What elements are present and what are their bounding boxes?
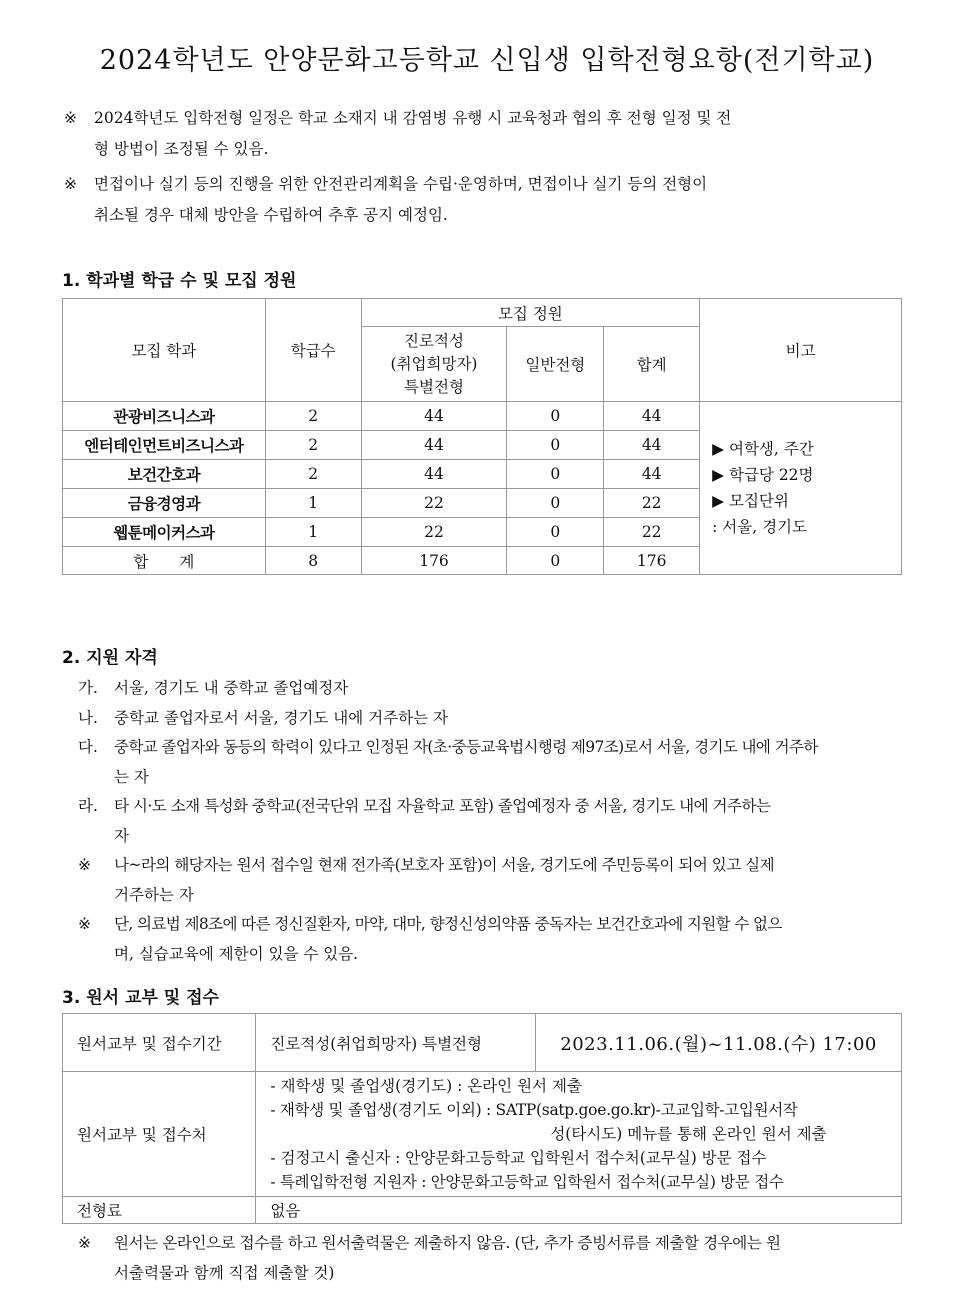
total-cell: 22 bbox=[604, 518, 700, 547]
special-cell: 44 bbox=[361, 431, 507, 460]
list-line: 타 시·도 소재 특성화 중학교(전국단위 모집 자율학교 포함) 졸업예정자 중 서울, 경기도 내에 거주하는 bbox=[114, 797, 771, 815]
total-cell: 176 bbox=[604, 547, 700, 575]
header-special-line: 특별전형 bbox=[404, 377, 464, 396]
list-marker: 가. bbox=[78, 679, 98, 697]
general-cell: 0 bbox=[507, 460, 604, 489]
total-cell: 22 bbox=[604, 489, 700, 518]
list-item bbox=[62, 851, 912, 910]
header-classes: 학급수 bbox=[265, 299, 361, 402]
reference-mark: ※ bbox=[64, 109, 77, 127]
list-marker: 라. bbox=[78, 797, 98, 815]
remark-line: ▶ 여학생, 주간 bbox=[712, 440, 814, 458]
section-1-heading: 1. 학과별 학급 수 및 모집 정원 bbox=[62, 271, 297, 291]
classes-cell: 2 bbox=[265, 460, 361, 489]
header-remark: 비고 bbox=[700, 299, 902, 402]
special-cell: 44 bbox=[361, 402, 507, 431]
note-line: 형 방법이 조정될 수 있음. bbox=[94, 140, 269, 158]
header-quota: 모집 정원 bbox=[361, 299, 700, 327]
header-dept: 모집 학과 bbox=[63, 299, 266, 402]
place-line: - 검정고시 출신자 : 안양문화고등학교 입학원서 접수처(교무실) 방문 접수 bbox=[270, 1149, 767, 1167]
special-cell: 22 bbox=[361, 518, 507, 547]
dept-name: 보건간호과 bbox=[63, 460, 266, 489]
list-line: 는 자 bbox=[114, 767, 149, 786]
list-line: 원서는 온라인으로 접수를 하고 원서출력물은 제출하지 않음. (단, 추가 증빙서류를 제출할 경우에는 원 bbox=[114, 1234, 781, 1252]
remark-line: ▶ 학급당 22명 bbox=[712, 466, 814, 484]
header-special-line: 진로적성 bbox=[404, 331, 464, 350]
fee-value: 없음 bbox=[256, 1197, 902, 1224]
general-cell: 0 bbox=[507, 431, 604, 460]
special-cell: 176 bbox=[361, 547, 507, 575]
section-2-heading: 2. 지원 자격 bbox=[62, 648, 158, 668]
remark-cell bbox=[700, 402, 902, 575]
general-cell: 0 bbox=[507, 402, 604, 431]
list-item bbox=[62, 674, 912, 704]
general-cell: 0 bbox=[507, 547, 604, 575]
table-row bbox=[63, 1197, 902, 1224]
list-line: 자 bbox=[114, 826, 129, 845]
remark-line: : 서울, 경기도 bbox=[712, 518, 807, 536]
list-marker: 다. bbox=[78, 738, 98, 756]
period-type: 진로적성(취업희망자) 특별전형 bbox=[256, 1014, 536, 1072]
special-cell: 22 bbox=[361, 489, 507, 518]
list-item bbox=[62, 733, 912, 792]
list-item bbox=[62, 910, 912, 969]
total-cell: 44 bbox=[604, 431, 700, 460]
list-line: 서출력물과 함께 직접 제출할 것) bbox=[114, 1263, 335, 1282]
special-cell: 44 bbox=[361, 460, 507, 489]
footnote bbox=[62, 1229, 912, 1288]
intro-notes bbox=[62, 103, 912, 235]
list-line: 중학교 졸업자로서 서울, 경기도 내에 거주하는 자 bbox=[114, 708, 448, 727]
list-line: 중학교 졸업자와 동등의 학력이 있다고 인정된 자(초·중등교육법시행령 제97조)로서 서울, 경기도 내에 거주하 bbox=[114, 738, 818, 756]
classes-cell: 1 bbox=[265, 518, 361, 547]
list-item bbox=[62, 1229, 912, 1288]
list-line: 나~라의 해당자는 원서 접수일 현재 전가족(보호자 포함)이 서울, 경기도에 주민등록이 되어 있고 실제 bbox=[114, 856, 775, 874]
header-general: 일반전형 bbox=[507, 327, 604, 402]
place-line: - 특례입학전형 지원자 : 안양문화고등학교 입학원서 접수처(교무실) 방문 접수 bbox=[270, 1173, 784, 1191]
place-list bbox=[256, 1072, 902, 1197]
header-special-line: (취업희망자) bbox=[390, 354, 478, 373]
list-item bbox=[62, 792, 912, 851]
table-row bbox=[63, 1072, 902, 1197]
table-row bbox=[63, 402, 902, 431]
list-line: 서울, 경기도 내 중학교 졸업예정자 bbox=[114, 679, 349, 697]
total-cell: 44 bbox=[604, 460, 700, 489]
list-line: 단, 의료법 제8조에 따른 정신질환자, 마약, 대마, 향정신성의약품 중독자는 보건간호과에 지원할 수 없으 bbox=[114, 915, 782, 933]
note-line: 취소될 경우 대체 방안을 수립하여 추후 공지 예정임. bbox=[94, 206, 448, 224]
note-line: 면접이나 실기 등의 진행을 위한 안전관리계획을 수립·운영하며, 면접이나 실기 등의 전형이 bbox=[94, 175, 708, 193]
quota-table bbox=[62, 298, 902, 575]
classes-cell: 2 bbox=[265, 431, 361, 460]
list-marker: 나. bbox=[78, 708, 98, 727]
period-date: 2023.11.06.(월)~11.08.(수) 17:00 bbox=[536, 1014, 902, 1072]
general-cell: 0 bbox=[507, 518, 604, 547]
fee-label: 전형료 bbox=[63, 1197, 256, 1224]
note-item bbox=[62, 169, 912, 231]
dept-name: 금융경영과 bbox=[63, 489, 266, 518]
page-title: 2024학년도 안양문화고등학교 신입생 입학전형요항(전기학교) bbox=[99, 45, 875, 76]
total-cell: 44 bbox=[604, 402, 700, 431]
table-row bbox=[63, 1014, 902, 1072]
application-table bbox=[62, 1013, 902, 1224]
classes-cell: 1 bbox=[265, 489, 361, 518]
list-line: 거주하는 자 bbox=[114, 885, 194, 904]
reference-mark: ※ bbox=[78, 915, 91, 933]
header-special bbox=[361, 327, 507, 402]
place-line: - 재학생 및 졸업생(경기도 이외) : SATP(satp.goe.go.kr)-고교입학-고입원서작 bbox=[270, 1101, 798, 1119]
remark-line: ▶ 모집단위 bbox=[712, 492, 789, 510]
classes-cell: 8 bbox=[265, 547, 361, 575]
header-total: 합계 bbox=[604, 327, 700, 402]
period-label: 원서교부 및 접수기간 bbox=[63, 1014, 256, 1072]
general-cell: 0 bbox=[507, 489, 604, 518]
section-3-heading: 3. 원서 교부 및 접수 bbox=[62, 988, 219, 1008]
reference-mark: ※ bbox=[78, 856, 91, 874]
note-line: 2024학년도 입학전형 일정은 학교 소재지 내 감염병 유행 시 교육청과 협의 후 전형 일정 및 전 bbox=[94, 109, 732, 127]
place-line: 성(타시도) 메뉴를 통해 온라인 원서 제출 bbox=[550, 1125, 827, 1143]
sum-label: 합 계 bbox=[63, 547, 266, 575]
place-label: 원서교부 및 접수처 bbox=[63, 1072, 256, 1197]
list-item bbox=[62, 704, 912, 734]
reference-mark: ※ bbox=[78, 1234, 91, 1252]
dept-name: 관광비즈니스과 bbox=[63, 402, 266, 431]
eligibility-list bbox=[62, 674, 912, 969]
dept-name: 웹툰메이커스과 bbox=[63, 518, 266, 547]
classes-cell: 2 bbox=[265, 402, 361, 431]
dept-name: 엔터테인먼트비즈니스과 bbox=[63, 431, 266, 460]
note-item bbox=[62, 103, 912, 165]
place-line: - 재학생 및 졸업생(경기도) : 온라인 원서 제출 bbox=[270, 1077, 582, 1095]
list-line: 며, 실습교육에 제한이 있을 수 있음. bbox=[114, 944, 359, 963]
reference-mark: ※ bbox=[64, 175, 77, 193]
